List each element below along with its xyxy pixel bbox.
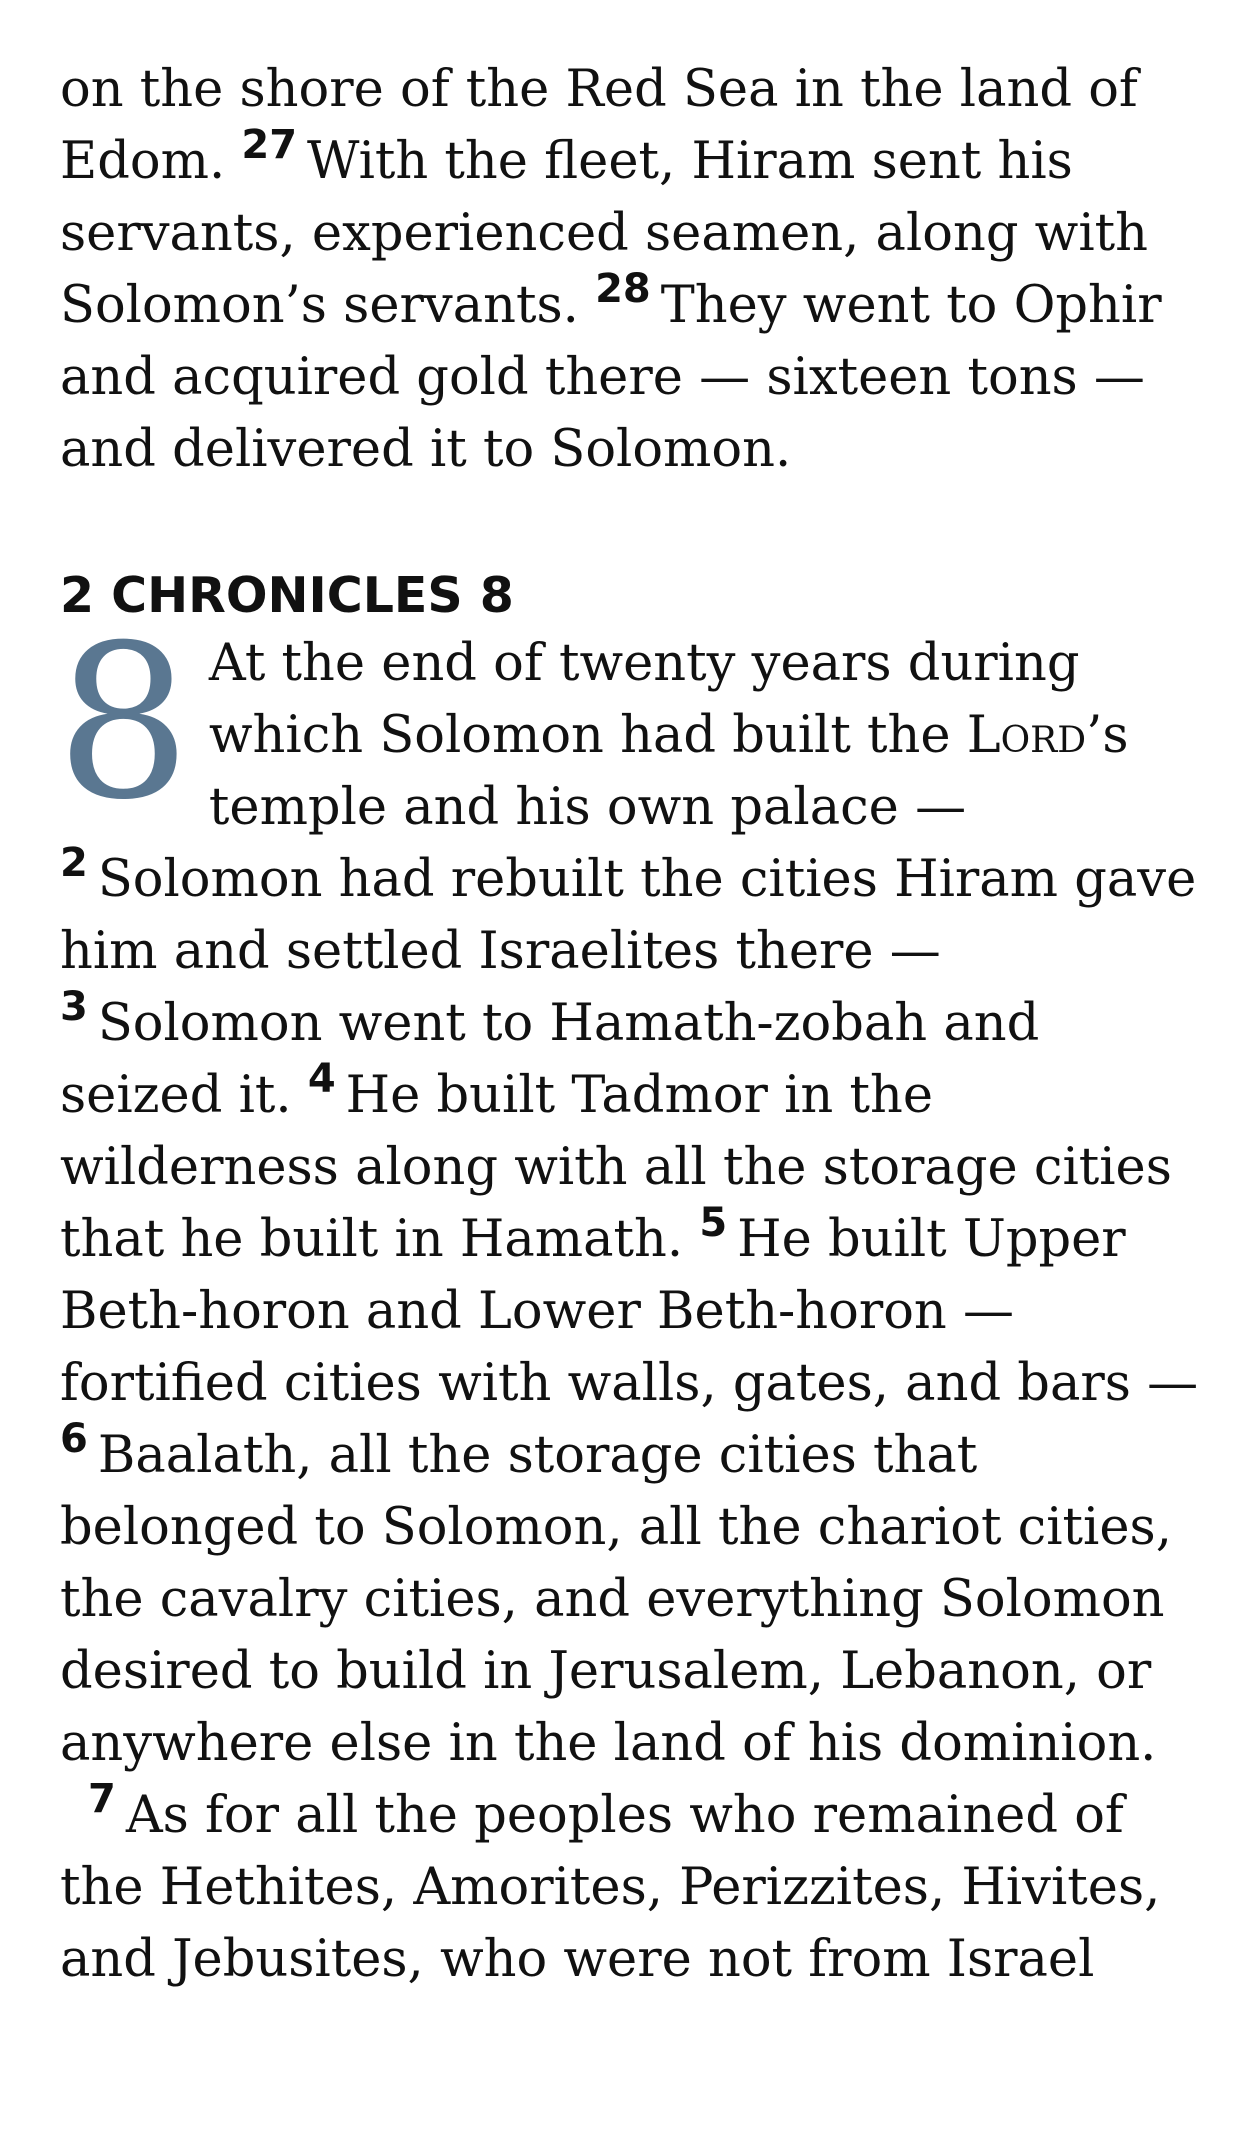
verse-number-5[interactable]: 5 [699, 1200, 728, 1246]
verse-text: He built Tadmor in the wilderness along with all the storage cities that he built in Hamath. [60, 1066, 1172, 1269]
reader-page [56, 54, 1200, 1996]
verse-number-2[interactable]: 2 [60, 840, 88, 886]
verse-text: They went to Ophir and acquired gold there — sixteen tons — and delivered it to Solomon. [60, 276, 1162, 479]
chapter-heading: 2 CHRONICLES 8 [60, 567, 514, 624]
verse-number-3[interactable]: 3 [60, 984, 88, 1030]
verse-text: Solomon went to Hamath-zobah and seized it. [60, 994, 1040, 1125]
verse-text: Baalath, all the storage cities that belonged to Solomon, all the chariot cities, the cavalry cities, and everything Solomon desired to build in Jerusalem, Lebanon, or anywhere else in the land of his dominion. [60, 1426, 1172, 1773]
verse-number-4[interactable]: 4 [307, 1056, 336, 1102]
paragraph-chapter-8 [56, 599, 1200, 1780]
verse-number-27[interactable]: 27 [241, 122, 298, 168]
verse-text: ’s temple and his own palace — [208, 706, 1129, 837]
verse-text: on the shore of the Red Sea in the land of Edom. [60, 60, 1138, 191]
paragraph-top [60, 54, 1200, 486]
verse-text: At the end of twenty years during which Solomon had built the [208, 634, 1080, 765]
verse-text: Solomon had rebuilt the cities Hiram gave him and settled Israelites there — [60, 850, 1197, 981]
paragraph-verse-7 [60, 1776, 1200, 1996]
verse-text: With the fleet, Hiram sent his servants, experienced seamen, along with Solomon’s servants. [60, 132, 1148, 335]
verse-number-28[interactable]: 28 [595, 266, 651, 312]
verse-text: He built Upper Beth-horon and Lower Beth-horon — fortified cities with walls, gates, and bars — [60, 1210, 1199, 1413]
verse-text: As for all the peoples who remained of the Hethites, Amorites, Perizzites, Hivites, and Jebusites, who were not from Israel [60, 1786, 1161, 1989]
verse-number-6[interactable]: 6 [60, 1416, 88, 1462]
lord-smallcaps: Lord [966, 706, 1087, 765]
chapter-dropcap: 8 [56, 599, 191, 846]
verse-number-7[interactable]: 7 [88, 1776, 116, 1822]
